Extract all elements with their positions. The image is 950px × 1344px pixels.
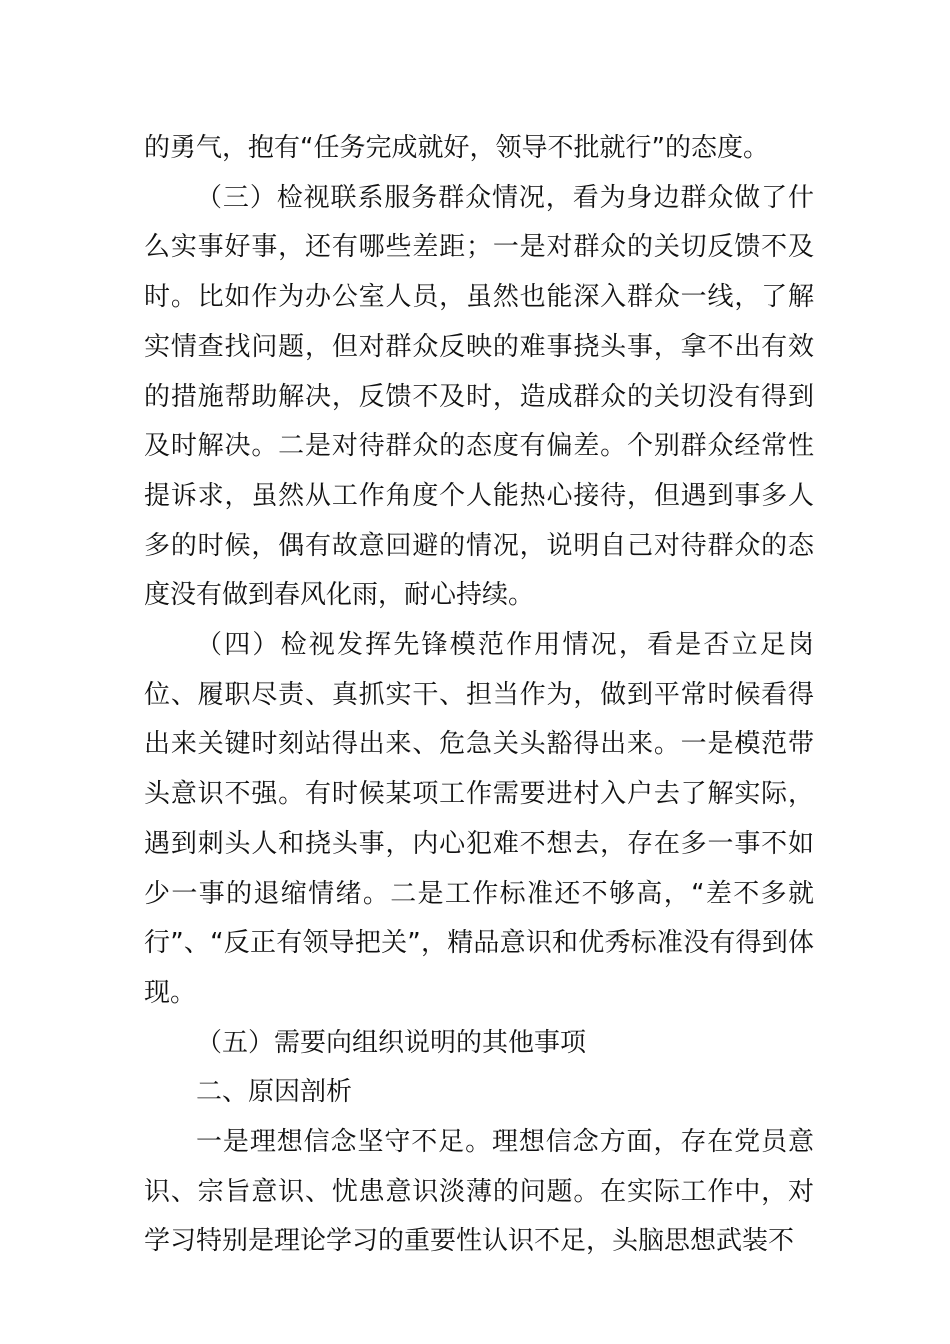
document-body bbox=[144, 124, 814, 1267]
heading-cause-analysis: 二、原因剖析 bbox=[196, 1077, 353, 1108]
paragraph-section-four: （四）检视发挥先锋模范作用情况，看是否立足岗位、履职尽责、真抓实干、担当作为，做到平常时候看得出来关键时刻站得出来、危急关头豁得出来。一是模范带头意识不强。有时候某项工作需要进村入户去了解实际，遇到刺头人和挠头事，内心犯难不想去，存在多一事不如少一事的退缩情绪。二是工作标准还不够高，“差不多就行”、“反正有领导把关”，精品意识和优秀标准没有得到体现。 bbox=[144, 630, 814, 1008]
paragraph-continuation: 的勇气，抱有“任务完成就好，领导不批就行”的态度。 bbox=[144, 133, 769, 163]
paragraph-section-three: （三）检视联系服务群众情况，看为身边群众做了什么实事好事，还有哪些差距；一是对群众的关切反馈不及时。比如作为办公室人员，虽然也能深入群众一线，了解实情查找问题，但对群众反映的难事挠头事，拿不出有效的措施帮助解决，反馈不及时，造成群众的关切没有得到及时解决。二是对待群众的态度有偏差。个别群众经常性提诉求，虽然从工作角度个人能热心接待，但遇到事多人多的时候，偶有故意回避的情况，说明自己对待群众的态度没有做到春风化雨，耐心持续。 bbox=[144, 182, 814, 611]
paragraph-section-five: （五）需要向组织说明的其他事项 bbox=[196, 1027, 587, 1058]
paragraph-cause-one: 一是理想信念坚守不足。理想信念方面，存在党员意识、宗旨意识、忧患意识淡薄的问题。在实际工作中，对学习特别是理论学习的重要性认识不足，头脑思想武装不 bbox=[144, 1127, 814, 1257]
